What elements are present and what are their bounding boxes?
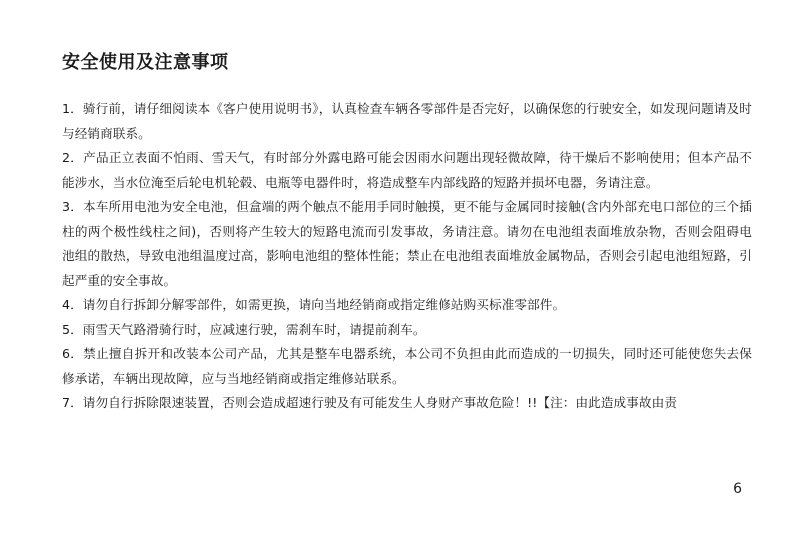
page-number: 6 bbox=[733, 481, 742, 497]
notice-item-1: 1．骑行前，请仔细阅读本《客户使用说明书》，认真检查车辆各零部件是否完好，以确保您的行驶安全，如发现问题请及时与经销商联系。 bbox=[62, 101, 752, 141]
section-title: 安全使用及注意事项 bbox=[62, 52, 229, 73]
notice-item-2: 2．产品正立表面不怕雨、雪天气，有时部分外露电路可能会因雨水问题出现轻微故障，待干燥后不影响使用；但本产品不能涉水，当水位淹至后轮电机轮毂、电瓶等电器件时，将造成整车内部线路的短路并损坏电器，务请注意。 bbox=[62, 150, 752, 190]
notice-item-4: 4．请勿自行拆卸分解零部件，如需更换，请向当地经销商或指定维修站购买标准零部件。 bbox=[62, 297, 566, 312]
notice-item-5: 5．雨雪天气路滑骑行时，应减速行驶，需刹车时，请提前刹车。 bbox=[62, 321, 426, 337]
notice-item-3: 3．本车所用电池为安全电池，但盒端的两个触点不能用手同时触摸，更不能与金属同时接触(含内外部充电口部位的三个插柱的两个极性线柱之间)，否则将产生较大的短路电流而引发事故，务请注意。请勿在电池组表面堆放杂物，否则会阻碍电池组的散热，导致电池组温度过高，影响电池组的整体性能；禁止在电池组表面堆放金属物品，否则会引起电池组短路，引起严重的安全事故。 bbox=[62, 199, 752, 288]
notice-item-7: 7．请勿自行拆除限速装置，否则会造成超速行驶及有可能发生人身财产事故危险！!!【注：由此造成事故由责 bbox=[62, 395, 678, 410]
notice-item-6: 6．禁止擅自拆开和改装本公司产品，尤其是整车电器系统，本公司不负担由此而造成的一切损失，同时还可能使您失去保修承诺，车辆出现故障，应与当地经销商或指定维修站联系。 bbox=[62, 346, 752, 386]
notice-list bbox=[62, 97, 752, 416]
